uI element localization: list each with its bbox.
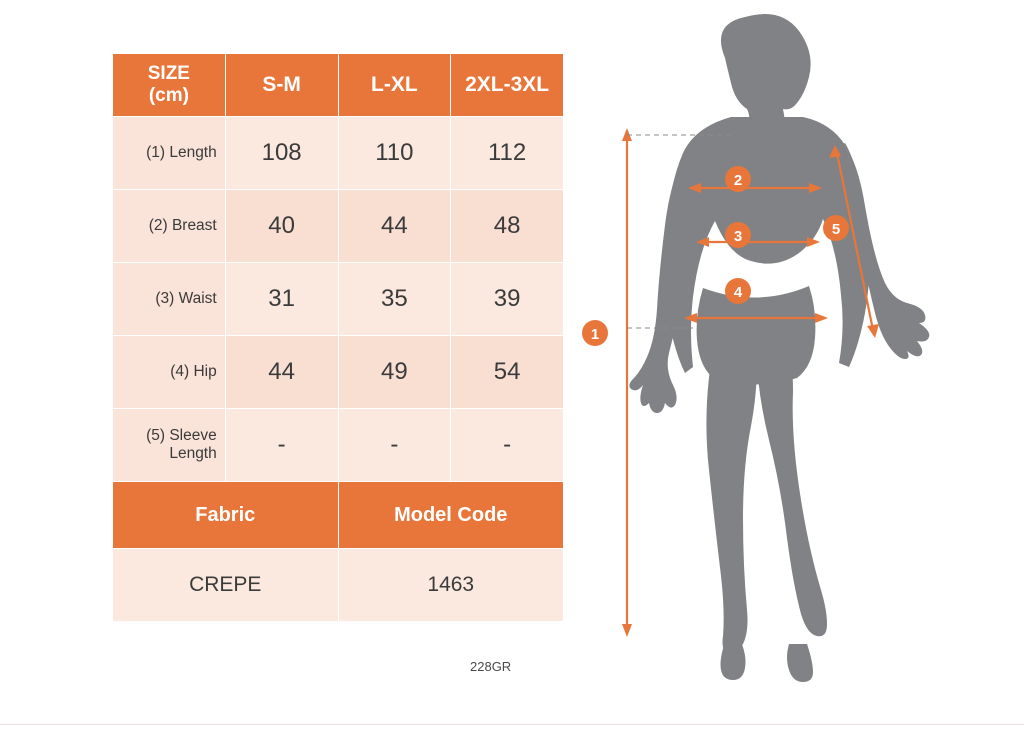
cell-sleeve-sm: - — [225, 409, 338, 482]
row-label-waist: (3) Waist — [113, 263, 226, 336]
badge-5-label: 5 — [831, 221, 841, 238]
bottom-divider — [0, 724, 1024, 743]
cell-hip-sm: 44 — [225, 336, 338, 409]
badge-2-breast — [725, 166, 751, 192]
arrow-length-head-bottom — [622, 624, 632, 637]
row-label-hip: (4) Hip — [113, 336, 226, 409]
cell-length-sm: 108 — [225, 117, 338, 190]
header-col-2xl3xl: 2XL-3XL — [451, 54, 564, 117]
badge-3-waist — [725, 222, 751, 248]
table-header-row — [113, 54, 564, 117]
weight-footnote: 228GR — [470, 659, 512, 674]
cell-breast-sm: 40 — [225, 190, 338, 263]
cell-waist-lxl: 35 — [338, 263, 451, 336]
arrow-sleeve-head-bottom — [867, 324, 879, 338]
female-body-silhouette — [629, 14, 929, 682]
footer-value-fabric: CREPE — [113, 549, 339, 622]
row-label-length: (1) Length — [113, 117, 226, 190]
cell-hip-2xl3xl: 54 — [451, 336, 564, 409]
badge-3-label: 3 — [733, 228, 743, 245]
measurement-figure — [575, 10, 1015, 710]
cell-waist-sm: 31 — [225, 263, 338, 336]
arrow-hip-head-right — [815, 313, 828, 323]
table-footer-value-row — [113, 549, 564, 622]
cell-length-2xl3xl: 112 — [451, 117, 564, 190]
cell-breast-lxl: 44 — [338, 190, 451, 263]
badge-5-sleeve-length — [823, 215, 849, 241]
footer-value-model-code: 1463 — [338, 549, 564, 622]
cell-sleeve-2xl3xl: - — [451, 409, 564, 482]
badge-4-hip — [725, 278, 751, 304]
size-chart-table — [112, 53, 564, 622]
header-size-cm — [113, 54, 226, 117]
footer-label-model-code: Model Code — [338, 482, 564, 549]
row-label-sleeve-length: (5) Sleeve Length — [113, 409, 226, 482]
cell-sleeve-lxl: - — [338, 409, 451, 482]
row-label-breast: (2) Breast — [113, 190, 226, 263]
header-col-sm: S-M — [225, 54, 338, 117]
table-row — [113, 409, 564, 482]
header-size-line2: (cm) — [148, 85, 189, 106]
footer-label-fabric: Fabric — [113, 482, 339, 549]
header-col-lxl: L-XL — [338, 54, 451, 117]
header-size-line1: SIZE — [147, 63, 190, 85]
table-footer-header-row — [113, 482, 564, 549]
badge-4-label: 4 — [733, 284, 743, 301]
table-row — [113, 117, 564, 190]
cell-hip-lxl: 49 — [338, 336, 451, 409]
badge-1-length — [582, 320, 608, 346]
table-row — [113, 336, 564, 409]
table-row — [113, 190, 564, 263]
badge-1-label: 1 — [590, 326, 600, 343]
table-row — [113, 263, 564, 336]
cell-waist-2xl3xl: 39 — [451, 263, 564, 336]
badge-2-label: 2 — [733, 172, 743, 189]
arrow-waist-head-right — [807, 237, 820, 247]
cell-breast-2xl3xl: 48 — [451, 190, 564, 263]
cell-length-lxl: 110 — [338, 117, 451, 190]
